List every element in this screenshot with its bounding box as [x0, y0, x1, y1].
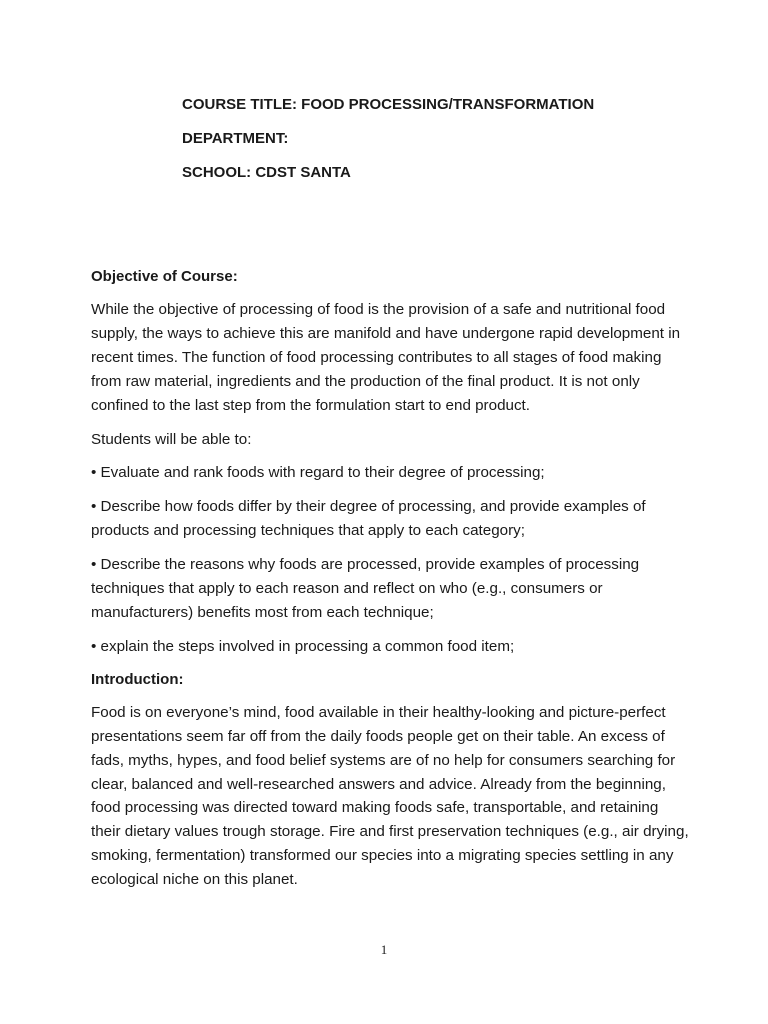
department-label: DEPARTMENT: [182, 130, 289, 147]
objective-bullet-1: • Evaluate and rank foods with regard to their degree of processing; [91, 464, 545, 482]
students-intro: Students will be able to: [91, 430, 252, 448]
objective-bullet-4: • explain the steps involved in processing a common food item; [91, 637, 515, 655]
introduction-paragraph: Food is on everyone’s mind, food available in their healthy-looking and picture-perfect presentations seem far off from the daily foods people get on their table. An excess of fads, myths, hypes, and food belief systems are of no help for consumers searching for clear, balanced and well-researched answers and advice. Already from the beginning, food processing was directed toward making foods safe, transportable, and retaining their dietary values trough storage. Fire and first preservation techniques (e.g., air drying, smoking, fermentation) transformed our species into a migrating species settling in any ecological niche on this planet. [91, 703, 689, 889]
introduction-heading: Introduction: [91, 670, 184, 688]
objective-paragraph: While the objective of processing of food is the provision of a safe and nutritional food supply, the ways to achieve this are manifold and have undergone rapid development in recent times. The function of food processing contributes to all stages of food making from raw material, ingredients and the production of the final product. It is not only confined to the last step from the formulation start to end product. [91, 301, 681, 414]
course-title: COURSE TITLE: FOOD PROCESSING/TRANSFORMATION [182, 96, 595, 113]
objective-heading: Objective of Course: [91, 268, 238, 285]
document-body [91, 266, 691, 902]
page-number: 1 [380, 942, 388, 957]
document-header [182, 95, 702, 197]
objective-bullet-3: • Describe the reasons why foods are processed, provide examples of processing techniques that apply to each reason and reflect on who (e.g., consumers or manufacturers) benefits most from each technique; [91, 556, 640, 621]
school-label: SCHOOL: CDST SANTA [182, 164, 351, 181]
objective-bullet-2: • Describe how foods differ by their degree of processing, and provide examples of products and processing techniques that apply to each category; [91, 498, 646, 540]
